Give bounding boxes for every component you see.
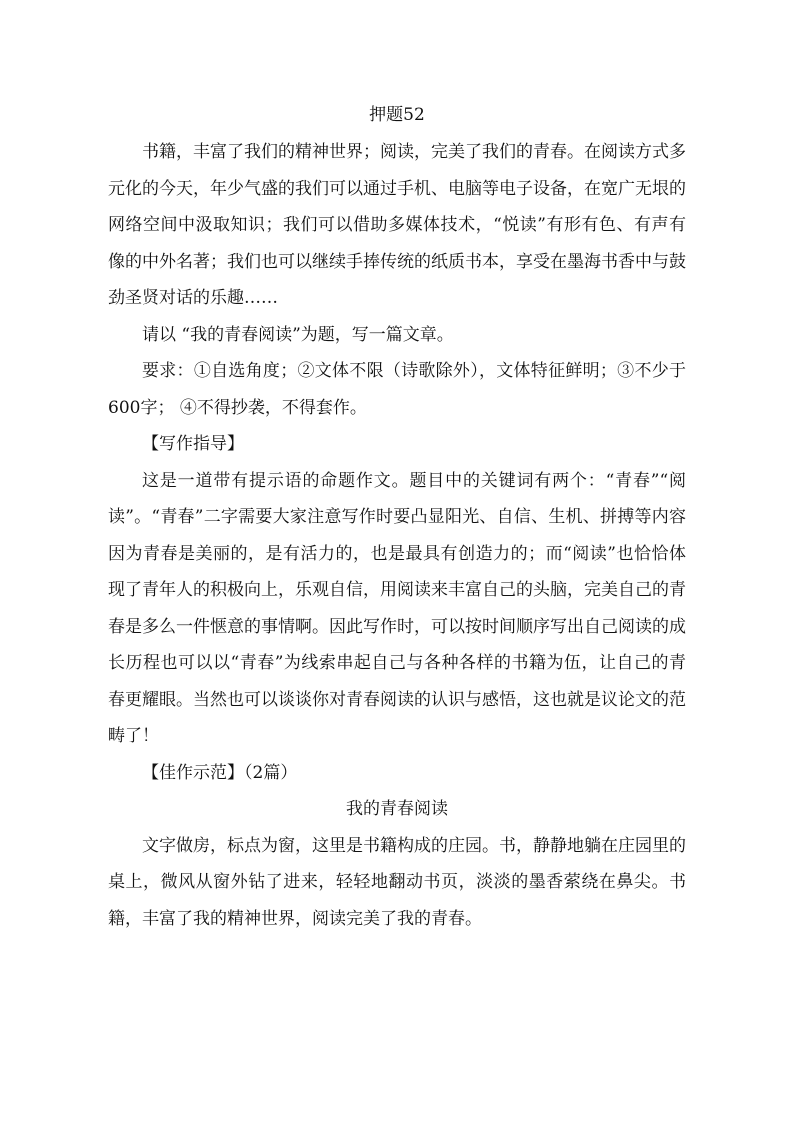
examples-heading: 【佳作示范】（2篇） [142, 762, 298, 783]
page-title: 押题52 [369, 105, 425, 125]
document-body [108, 100, 686, 937]
guide-paragraph: 这是一道带有提示语的命题作文。题目中的关键词有两个：“青春”“阅读”。“青春”二字需要大家注意写作时要凸显阳光、自信、生机、拼搏等内容因为青春是美丽的，是有活力的，也是最具有创造力的；而“阅读”也恰恰体现了青年人的积极向上，乐观自信，用阅读来丰富自己的头脑，完美自己的青春是多么一件惬意的事情啊。因此写作时，可以按时间顺序写出自己阅读的成长历程也可以以“青春”为线索串起自己与各种各样的书籍为伍，让自己的青春更耀眼。当然也可以谈谈你对青春阅读的认识与感悟，这也就是议论文的范畴了！ [108, 470, 686, 746]
essay-paragraph: 文字做房，标点为窗，这里是书籍构成的庄园。书，静静地躺在庄园里的桌上，微风从窗外钻了进来，轻轻地翻动书页，淡淡的墨香萦绕在鼻尖。书籍，丰富了我的精神世界，阅读完美了我的青春。 [108, 835, 686, 929]
instruction-text: 请以 “我的青春阅读”为题，写一篇文章。 [142, 324, 454, 345]
essay-title: 我的青春阅读 [346, 799, 448, 819]
prompt-paragraph: 书籍，丰富了我们的精神世界；阅读，完美了我们的青春。在阅读方式多元化的今天，年少气盛的我们可以通过手机、电脑等电子设备，在宽广无垠的网络空间中汲取知识；我们可以借助多媒体技术，“悦读”有形有色、有声有像的中外名著；我们也可以继续手捧传统的纸质书本，享受在墨海书香中与鼓劲圣贤对话的乐趣…… [108, 142, 686, 308]
requirements-text: 要求：①自选角度；②文体不限（诗歌除外），文体特征鲜明；③不少于600字； ④不得抄袭，不得套作。 [108, 361, 686, 418]
guide-heading: 【写作指导】 [142, 434, 244, 454]
